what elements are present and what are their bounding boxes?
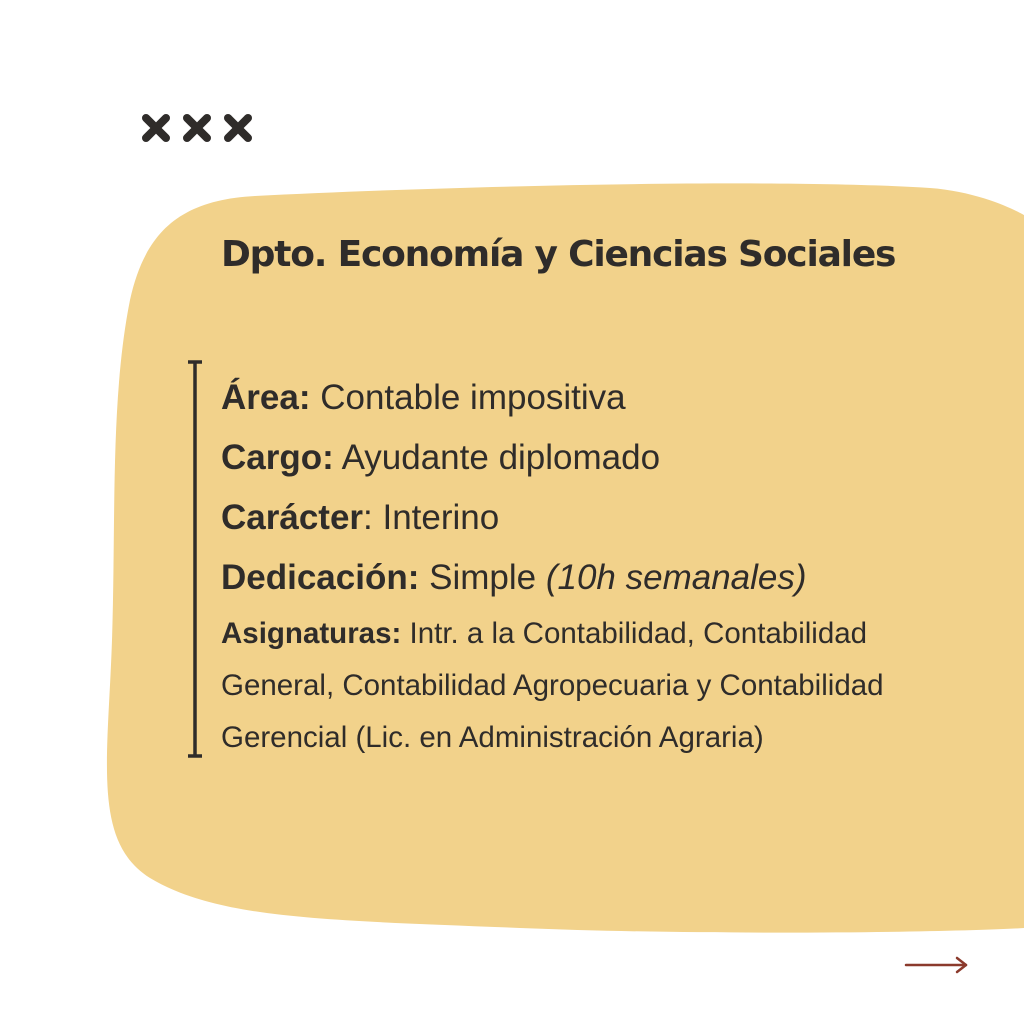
subjects-row — [221, 608, 981, 764]
cargo-label: Cargo: — [221, 438, 334, 477]
subjects-label: Asignaturas: — [221, 617, 402, 650]
dedicacion-note: (10h semanales) — [545, 558, 807, 597]
three-cross-marks-icon — [140, 112, 256, 144]
dedicacion-value: Simple — [429, 558, 537, 597]
caracter-value: : Interino — [363, 498, 500, 537]
department-title: Dpto. Economía y Ciencias Sociales — [221, 234, 896, 275]
area-row — [221, 368, 981, 428]
caracter-label: Carácter — [221, 498, 364, 537]
dedicacion-label: Dedicación: — [221, 558, 420, 597]
bracket-divider — [184, 360, 206, 758]
subjects-value: Intr. a la Contabilidad, Contabilidad General, Contabilidad Agropecuaria y Contabilidad Gerencial (Lic. en Administración Agraria) — [221, 617, 884, 754]
position-details — [221, 368, 981, 764]
area-label: Área: — [221, 378, 311, 417]
cargo-row — [221, 428, 981, 488]
area-value: Contable impositiva — [320, 378, 626, 417]
caracter-row — [221, 488, 981, 548]
dedicacion-row — [221, 548, 981, 608]
arrow-right-icon[interactable] — [904, 954, 970, 976]
cargo-value: Ayudante diplomado — [341, 438, 661, 477]
